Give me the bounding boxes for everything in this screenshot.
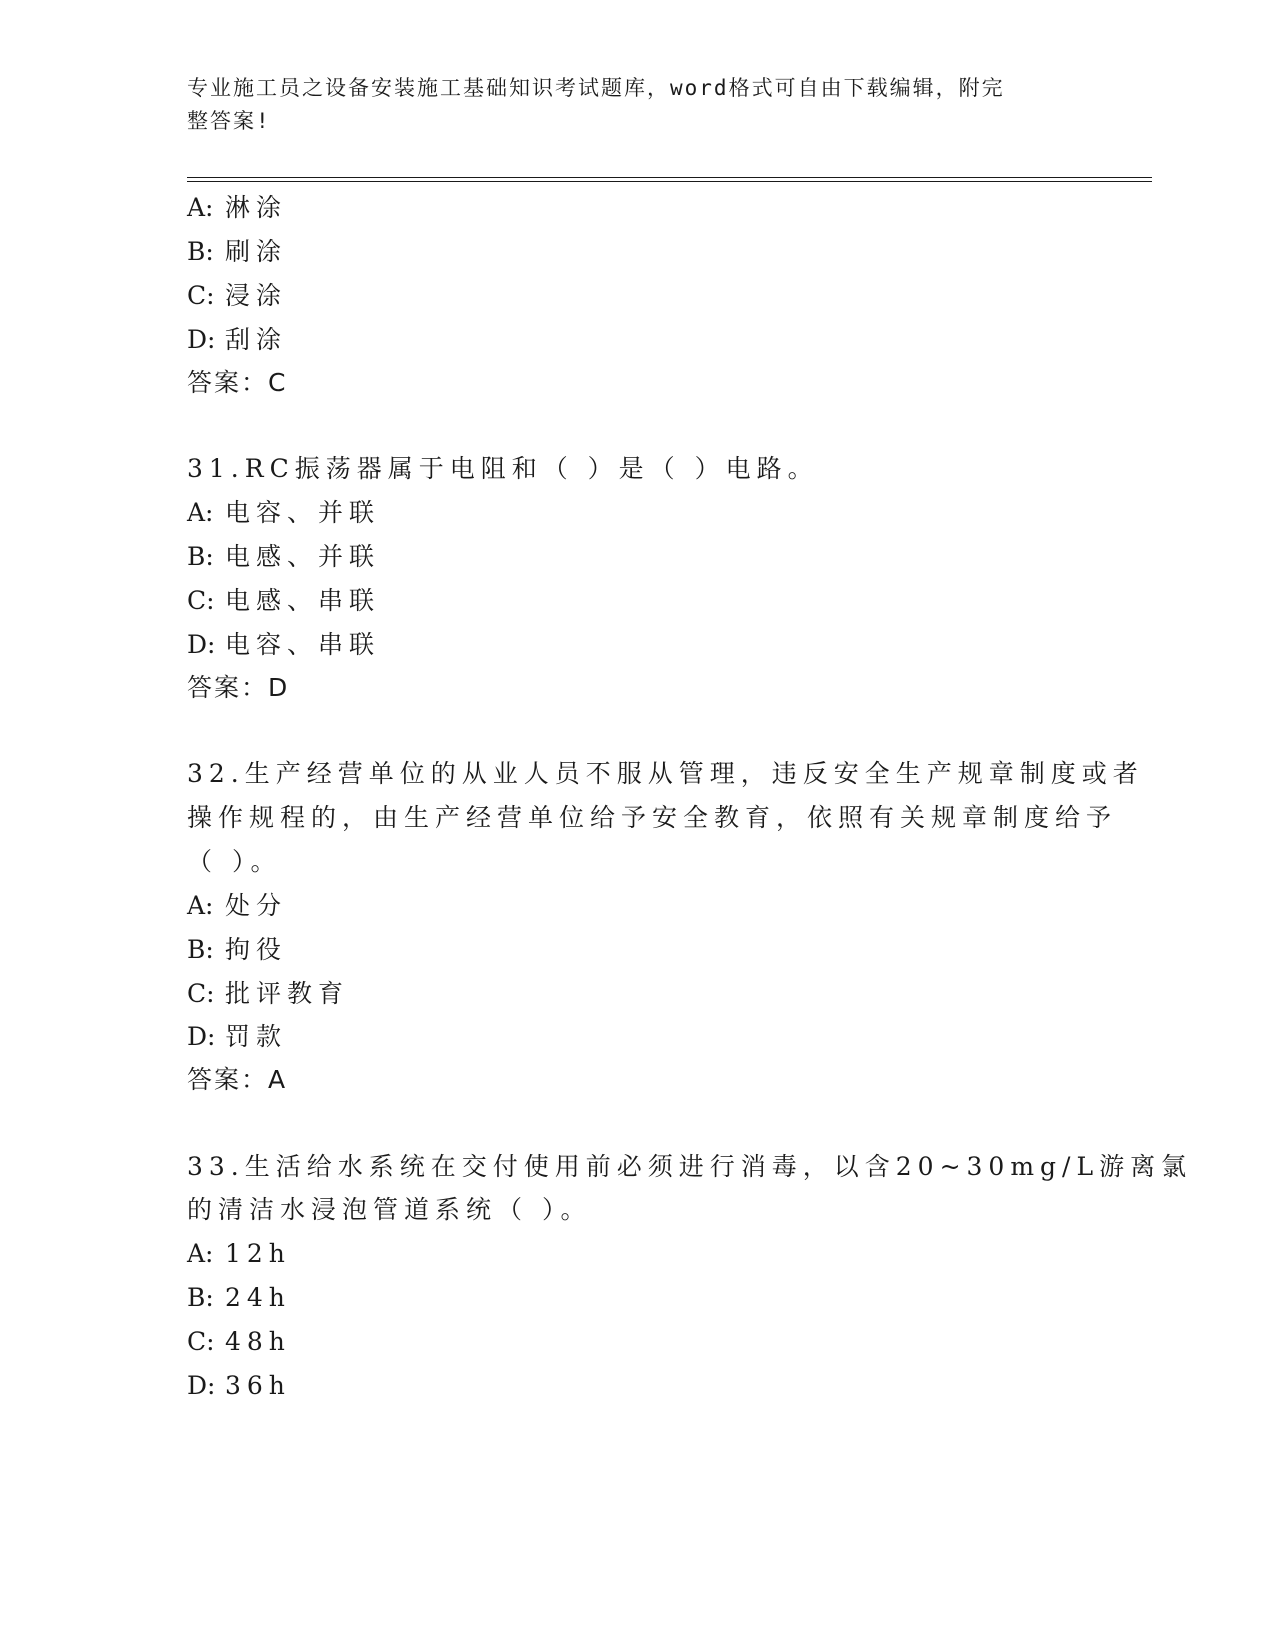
question-stem: 32.生产经营单位的从业人员不服从管理，违反安全生产规章制度或者 [187,759,1144,788]
header-divider-top [187,177,1152,178]
option-b: B: 拘役 [187,935,288,964]
option-d: D: 刮涂 [187,325,288,354]
question-stem: 的清洁水浸泡管道系统（ ）。 [187,1195,592,1224]
option-c: C: 48h [187,1327,291,1356]
question-stem: 31.RC振荡器属于电阻和（ ）是（ ）电路。 [187,454,819,483]
option-c: C: 浸涂 [187,281,288,310]
header-divider-bottom [187,181,1152,182]
option-a: A: 处分 [187,891,288,920]
document-header [187,72,1067,138]
header-line-2: 整答案! [187,109,271,133]
answer: 答案：A [187,1065,288,1094]
option-b: B: 24h [187,1283,291,1312]
option-c: C: 批评教育 [187,979,350,1008]
option-a: A: 电容、并联 [187,498,381,527]
option-d: D: 电容、串联 [187,630,381,659]
answer: 答案：D [187,673,290,702]
option-c: C: 电感、串联 [187,586,381,615]
answer: 答案：C [187,368,288,397]
option-a: A: 12h [187,1239,291,1268]
question-stem: 操作规程的，由生产经营单位给予安全教育，依照有关规章制度给予 [187,803,1118,832]
option-d: D: 罚款 [187,1022,288,1051]
question-stem: 33.生活给水系统在交付使用前必须进行消毒，以含20~30mg/L游离氯 [187,1152,1193,1181]
option-b: B: 刷涂 [187,237,288,266]
option-a: A: 淋涂 [187,193,288,222]
question-stem: （ ）。 [187,847,282,876]
header-line-1: 专业施工员之设备安装施工基础知识考试题库，word格式可自由下载编辑，附完 [187,76,1005,100]
option-b: B: 电感、并联 [187,542,381,571]
option-d: D: 36h [187,1371,291,1400]
